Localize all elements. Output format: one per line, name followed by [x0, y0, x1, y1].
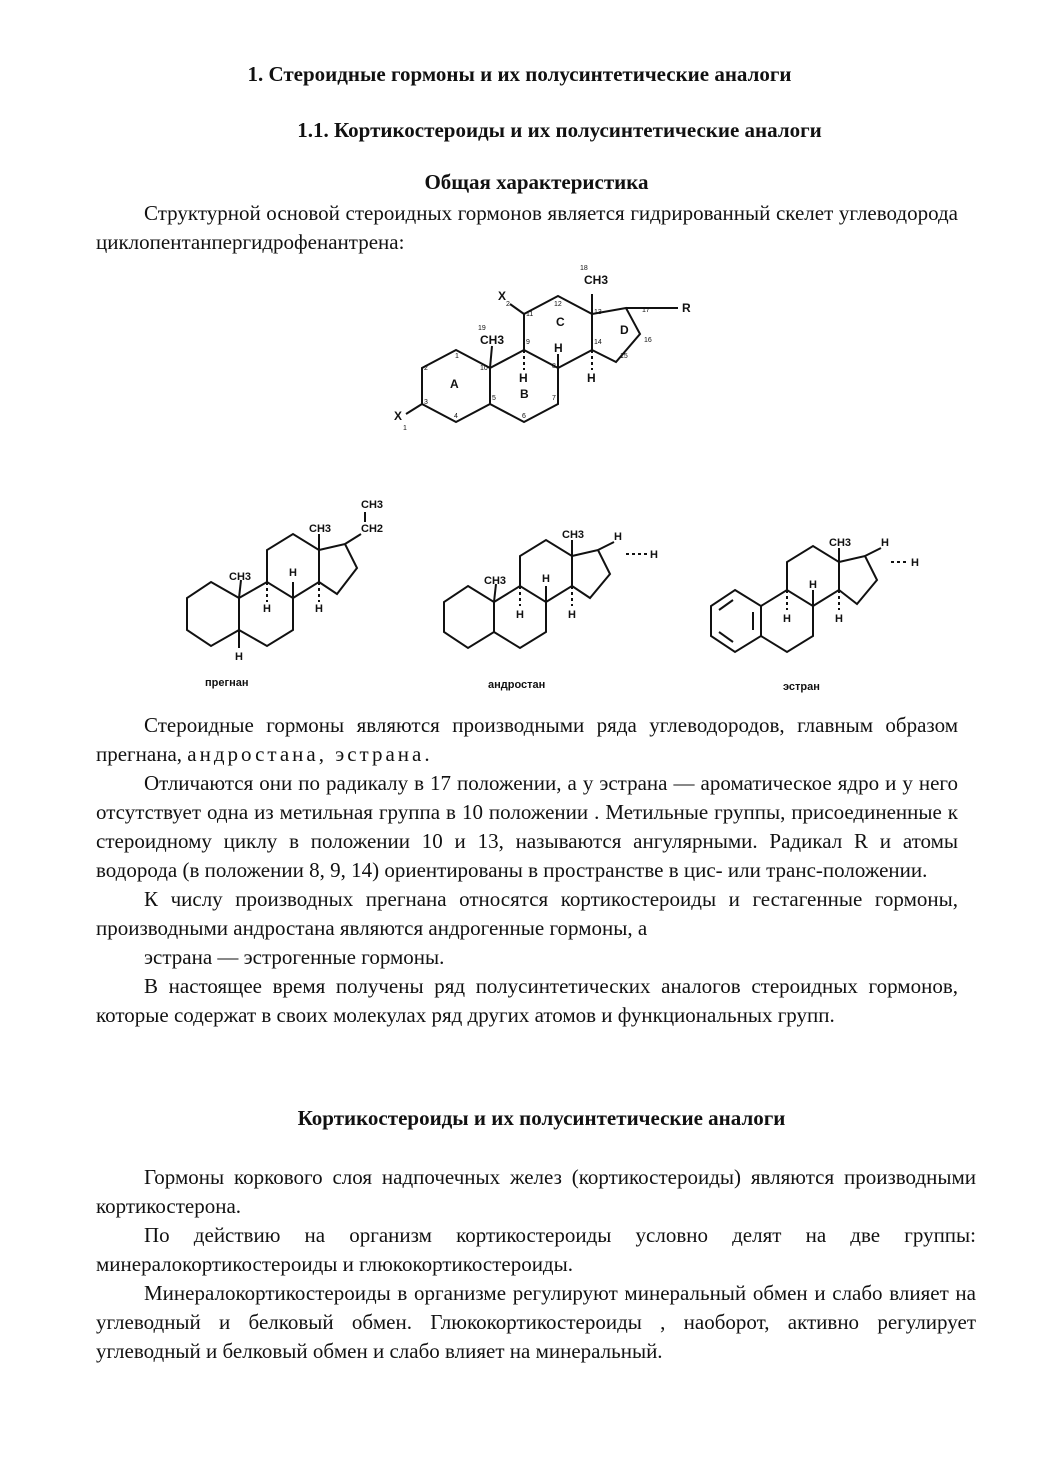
heading-general: Общая характеристика: [424, 170, 649, 194]
radical-r: R: [682, 301, 691, 315]
body-block-1: [96, 711, 958, 1030]
pos-12: 12: [554, 301, 562, 308]
androstane-h-14: H: [568, 609, 576, 621]
pregnane-svg: [185, 490, 405, 700]
pregnane-h-9: H: [263, 603, 271, 615]
hydrogen-14: H: [587, 371, 596, 385]
estrane-h-8: H: [809, 579, 817, 591]
estrane-methyl-13: CH3: [829, 537, 852, 549]
pregnane-methyl-13: CH3: [309, 523, 332, 535]
estrane-h-17: H: [881, 537, 889, 549]
steroid-skeleton-figure: [380, 258, 710, 438]
paragraph-derivatives: [96, 711, 958, 769]
androstane-svg: [438, 522, 678, 702]
pregnane-figure: [185, 490, 405, 700]
estrane-h-9: H: [783, 613, 791, 625]
androstane-h-17b: H: [650, 549, 658, 561]
pos-8: 8: [552, 363, 556, 370]
paragraph-mineralocorticoids: Минералокортикостероиды в организме регулируют минеральный обмен и слабо влияет на углеводный и белковый обмен. Глюкокортикостероиды , наоборот, активно регулирует углеводный и белковый обмен и слабо влияет на минеральный.: [96, 1281, 976, 1363]
pos-11: 11: [526, 311, 534, 318]
estrane-figure: [705, 530, 935, 702]
pregnane-h-8: H: [289, 567, 297, 579]
pos-9: 9: [526, 339, 530, 346]
pos-4: 4: [454, 413, 458, 420]
paragraph-radical: Отличаются они по радикалу в 17 положении, а у эстрана — ароматическое ядро и у него отсутствует одна из метильная группа в 10 положении . Метильные группы, присоединенные к стероидному циклу в положении 10 и 13, называются ангулярными. Радикал R и атомы водорода (в положении 8, 9, 14) ориентированы в пространстве в цис- или транс-положении.: [96, 771, 958, 882]
body-block-2: [96, 1163, 976, 1366]
pregnane-label: прегнан: [205, 677, 249, 689]
paragraph-cortical-hormones: Гормоны коркового слоя надпочечных желез (кортикостероиды) являются производными кортикостерона.: [96, 1165, 976, 1218]
hydrogen-9: H: [519, 371, 528, 385]
estrane-label: эстран: [783, 681, 820, 693]
estrane-svg: [705, 530, 935, 702]
methyl-19: CH3: [480, 333, 505, 347]
pos-16: 16: [644, 337, 652, 344]
ring-label-d: D: [620, 323, 629, 337]
intro-block: [96, 199, 958, 257]
androstane-h-17: H: [614, 531, 622, 543]
x2-index: 2: [506, 301, 510, 308]
androstane-h-8: H: [542, 573, 550, 585]
pregnane-methyl-21: CH3: [361, 499, 384, 511]
pos-2: 2: [424, 365, 428, 372]
pos-3: 3: [424, 399, 428, 406]
pos-19: 19: [478, 325, 486, 332]
heading-main: 1. Стероидные гормоны и их полусинтетические аналоги: [247, 62, 792, 86]
pos-14: 14: [594, 339, 602, 346]
pos-6: 6: [522, 413, 526, 420]
x1-index: 1: [403, 425, 407, 432]
paragraph-derivatives-text: Стероидные гормоны являются производными ряда углеводородов, главным образом прегнана,: [96, 713, 958, 766]
ring-label-a: A: [450, 377, 459, 391]
pos-13: 13: [594, 309, 602, 316]
pos-15: 15: [620, 353, 628, 360]
paragraph-estrane-derivatives: эстрана — эстрогенные гормоны.: [144, 945, 445, 969]
pregnane-h-5: H: [235, 651, 243, 663]
androstane-methyl-13: CH3: [562, 529, 585, 541]
ring-label-c: C: [556, 315, 565, 329]
intro-paragraph: Структурной основой стероидных гормонов является гидрированный скелет углеводорода циклопентанпергидрофенантрена:: [96, 201, 958, 254]
pos-7: 7: [552, 395, 556, 402]
pregnane-methylene-20: CH2: [361, 523, 384, 535]
substituent-x1: X: [394, 409, 403, 423]
estrane-h-17b: H: [911, 557, 919, 569]
pregnane-methyl-10: CH3: [229, 571, 252, 583]
paragraph-pregnane-derivatives: К числу производных прегнана относятся кортикостероиды и гестагенные гормоны, производными андростана являются андрогенные гормоны, а: [96, 887, 958, 940]
pos-18: 18: [580, 265, 588, 272]
substituent-x2: X: [498, 289, 507, 303]
heading-corticosteroids: Кортикостероиды и их полусинтетические аналоги: [297, 1106, 786, 1130]
paragraph-derivatives-spaced: андростана, эстрана.: [187, 742, 433, 766]
paragraph-semisynthetic: В настоящее время получены ряд полусинтетических аналогов стероидных гормонов, которые содержат в своих молекулах ряд других атомов и функциональных групп.: [96, 974, 958, 1027]
pos-5: 5: [492, 395, 496, 402]
steroid-skeleton-svg: [380, 258, 710, 438]
ring-label-b: B: [520, 387, 529, 401]
hydrogen-8: H: [554, 341, 563, 355]
androstane-methyl-10: CH3: [484, 575, 507, 587]
pregnane-h-14: H: [315, 603, 323, 615]
methyl-18: CH3: [584, 273, 609, 287]
androstane-figure: [438, 522, 678, 702]
pos-10: 10: [480, 365, 488, 372]
pos-17: 17: [642, 307, 650, 314]
estrane-h-14: H: [835, 613, 843, 625]
paragraph-two-groups: По действию на организм кортикостероиды условно делят на две группы: минералокортикостероиды и глюкокортикостероиды.: [96, 1223, 976, 1276]
androstane-label: андростан: [488, 679, 546, 691]
heading-section: 1.1. Кортикостероиды и их полусинтетические аналоги: [297, 118, 822, 142]
pos-1: 1: [455, 353, 459, 360]
androstane-h-9: H: [516, 609, 524, 621]
